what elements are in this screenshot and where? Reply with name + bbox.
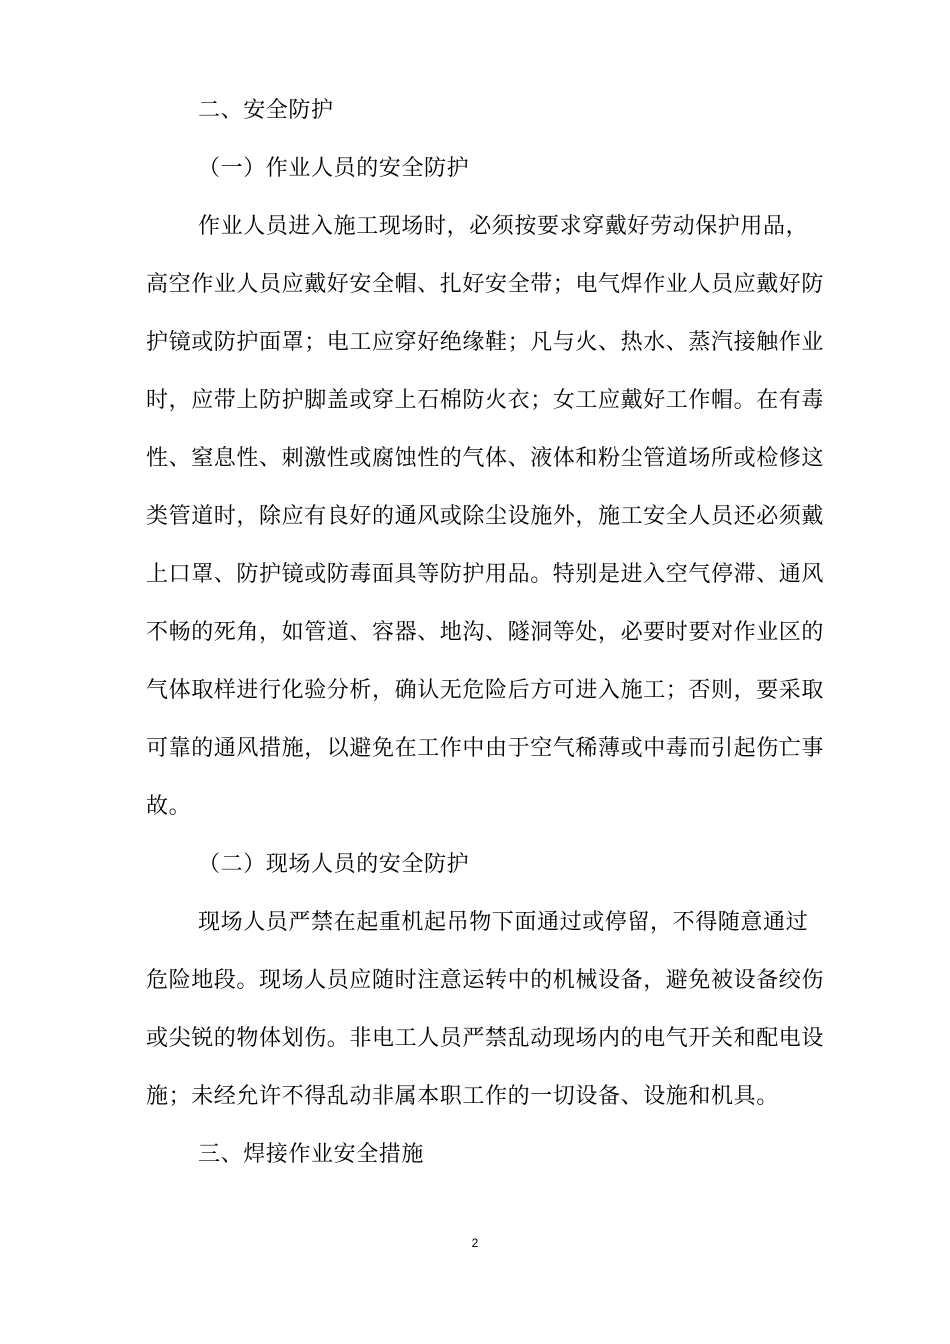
paragraph-line: 可靠的通风措施，以避免在工作中由于空气稀薄或中毒而引起伤亡事 (146, 736, 825, 761)
paragraph-line: 上口罩、防护镜或防毒面具等防护用品。特别是进入空气停滞、通风 (146, 562, 825, 587)
paragraph-line: 高空作业人员应戴好安全帽、扎好安全带；电气焊作业人员应戴好防 (146, 272, 825, 297)
paragraph-line: 故。 (146, 794, 192, 819)
page-number: 2 (471, 1236, 479, 1250)
section-heading-welding-safety: 三、焊接作业安全措施 (198, 1142, 425, 1167)
paragraph-line: 护镜或防护面罩；电工应穿好绝缘鞋；凡与火、热水、蒸汽接触作业 (146, 330, 825, 355)
paragraph-line: 性、窒息性、刺激性或腐蚀性的气体、液体和粉尘管道场所或检修这 (146, 446, 825, 471)
paragraph-line: 或尖锐的物体划伤。非电工人员严禁乱动现场内的电气开关和配电设 (146, 1026, 825, 1051)
paragraph-line: 施；未经允许不得乱动非属本职工作的一切设备、设施和机具。 (146, 1084, 779, 1109)
subsection-heading-site-personnel-protection: （二）现场人员的安全防护 (198, 852, 470, 877)
subsection-heading-worker-protection: （一）作业人员的安全防护 (198, 156, 470, 181)
paragraph-line: 气体取样进行化验分析，确认无危险后方可进入施工；否则，要采取 (146, 678, 825, 703)
paragraph-line: 现场人员严禁在起重机起吊物下面通过或停留，不得随意通过 (198, 910, 809, 935)
paragraph-line: 作业人员进入施工现场时，必须按要求穿戴好劳动保护用品， (198, 214, 809, 239)
section-heading-safety-protection: 二、安全防护 (198, 98, 334, 123)
paragraph-line: 危险地段。现场人员应随时注意运转中的机械设备，避免被设备绞伤 (146, 968, 825, 993)
paragraph-line: 不畅的死角，如管道、容器、地沟、隧洞等处，必要时要对作业区的 (146, 620, 825, 645)
paragraph-line: 时，应带上防护脚盖或穿上石棉防火衣；女工应戴好工作帽。在有毒 (146, 388, 825, 413)
paragraph-line: 类管道时，除应有良好的通风或除尘设施外，施工安全人员还必须戴 (146, 504, 825, 529)
